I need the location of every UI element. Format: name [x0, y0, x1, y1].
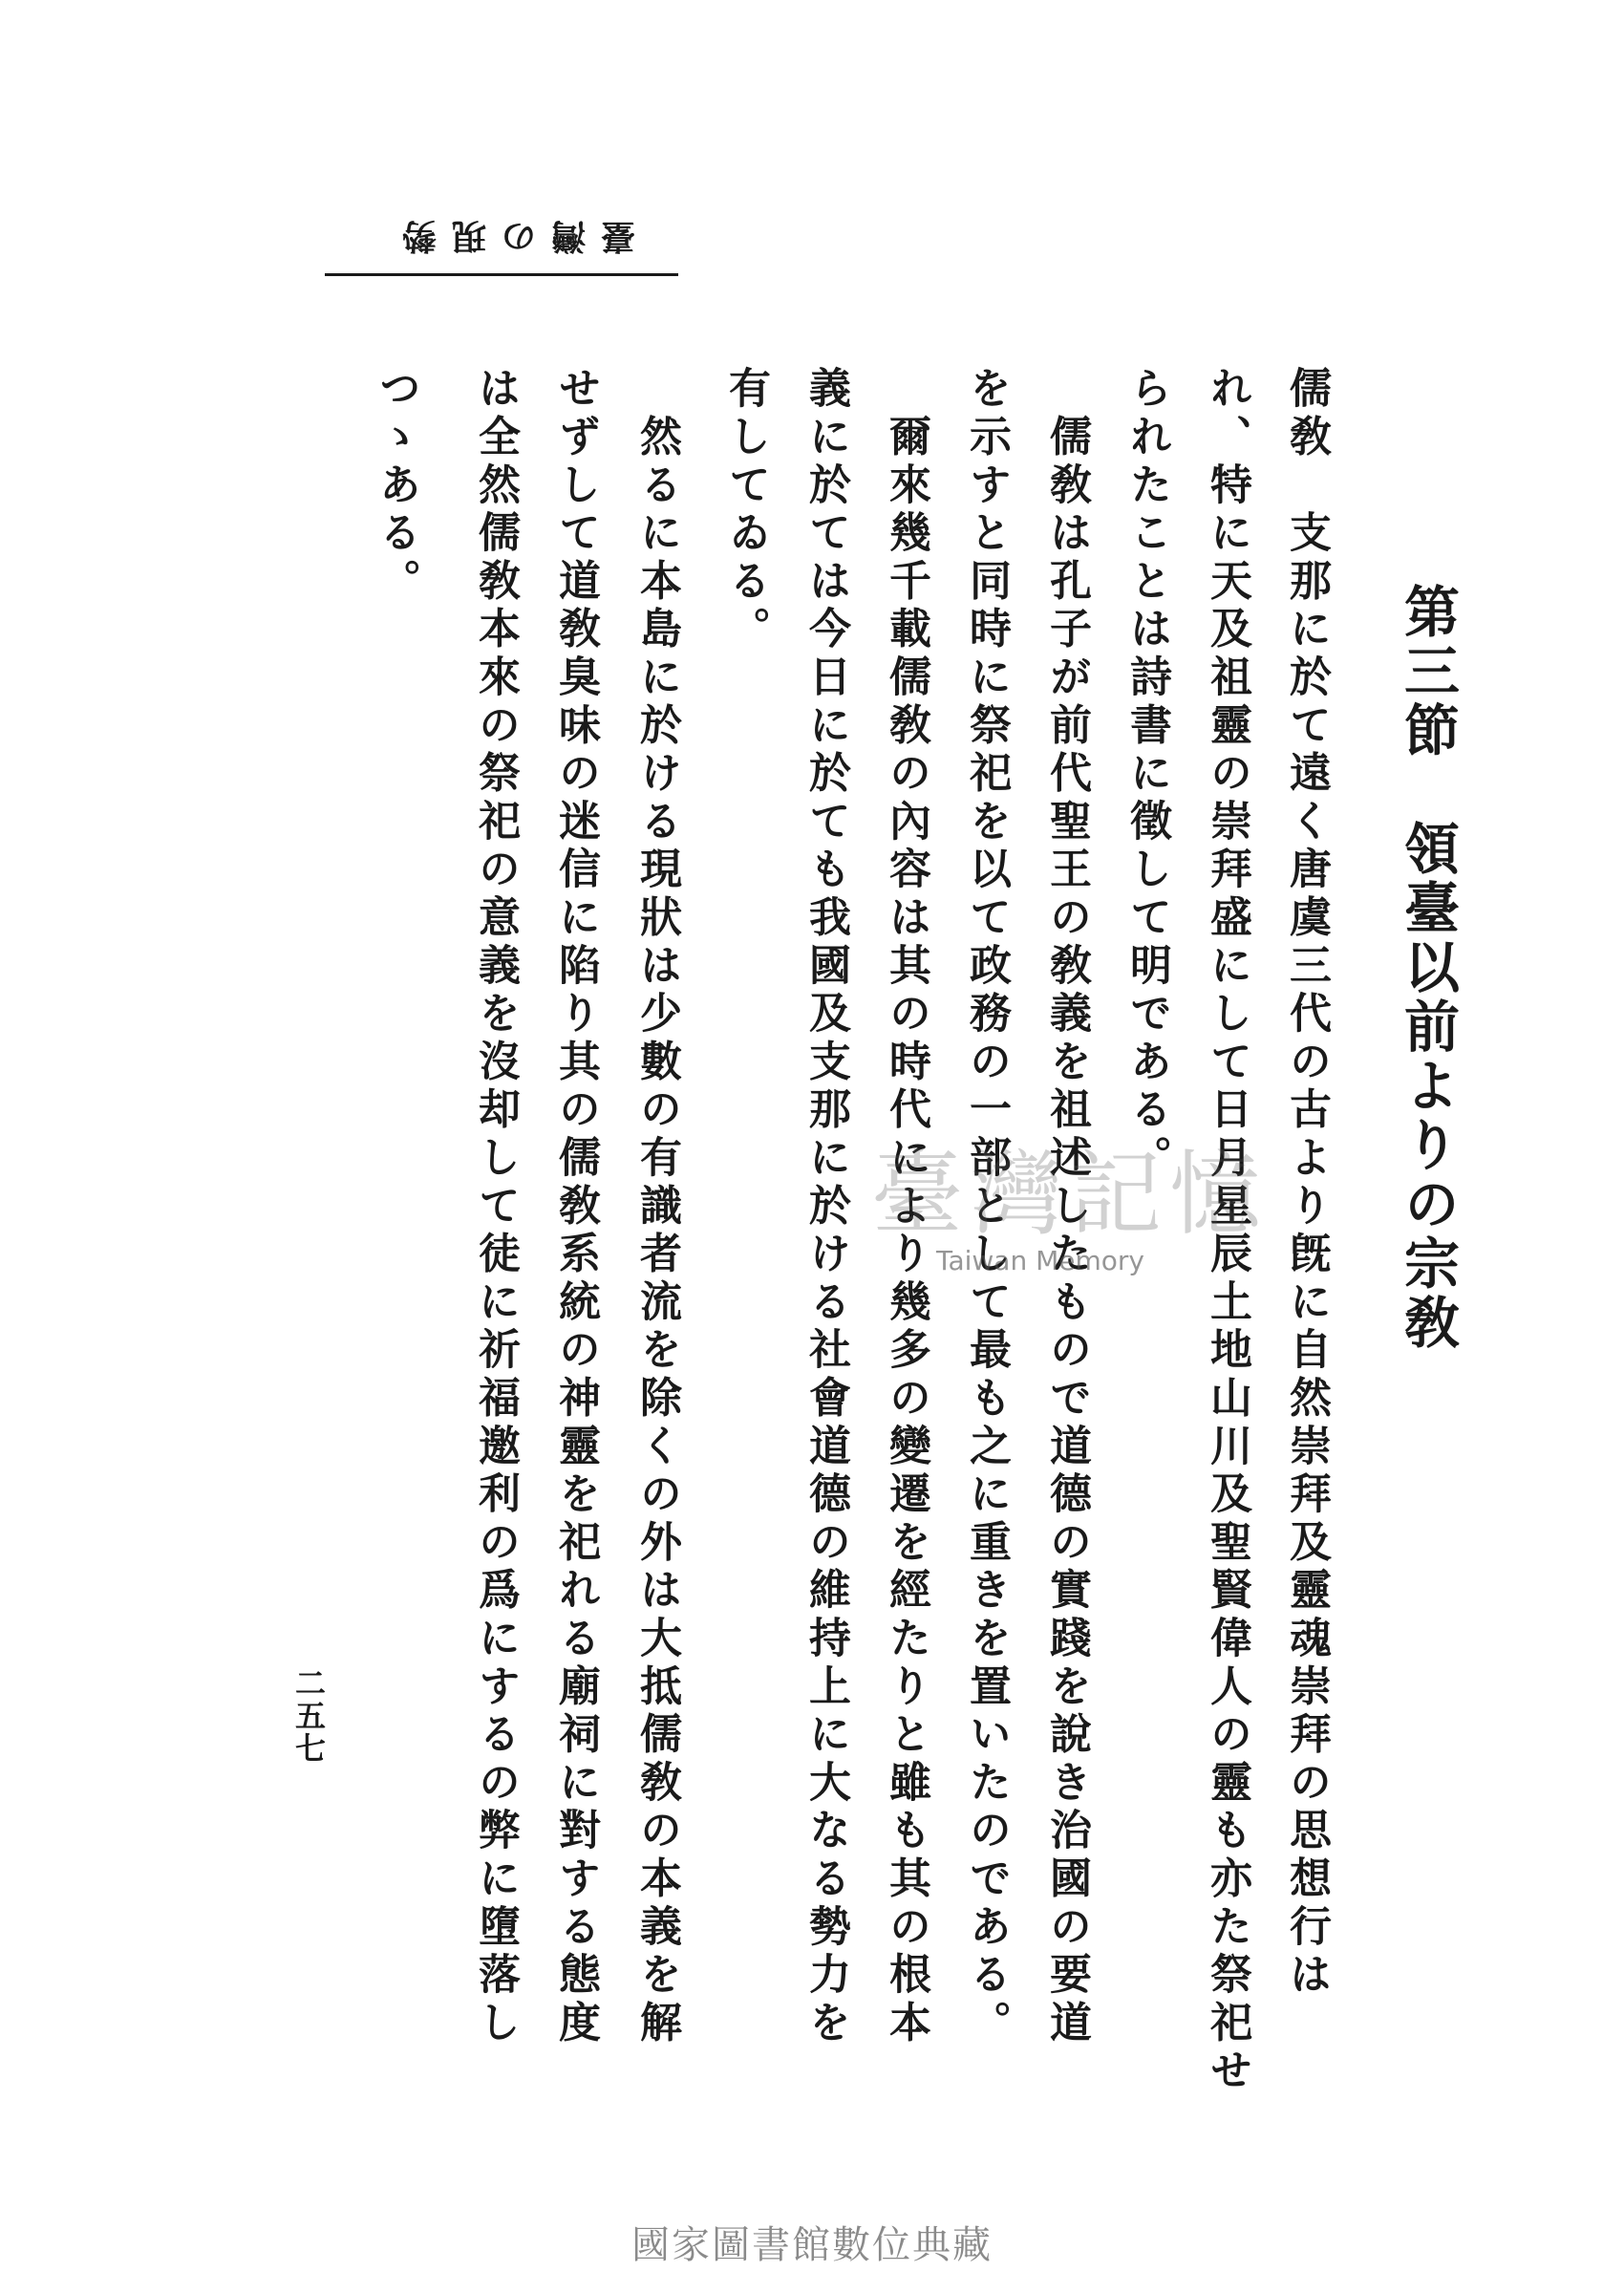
body-column-6: 爾來幾千載儒敎の內容は其の時代により幾多の變遷を經たりと雖も其の根本: [882, 366, 930, 2048]
running-header: 臺灣の現勢: [387, 216, 636, 256]
watermark-text: Taiwan Memory: [936, 1245, 1144, 1276]
body-column-5: を示すと同時に祭祀を以て政務の一部として最も之に重きを置いたのである。: [962, 366, 1011, 2048]
body-column-4: 儒敎は孔子が前代聖王の敎義を祖述したもので道德の實踐を說き治國の要道: [1042, 366, 1091, 2048]
body-column-7: 義に於ては今日に於ても我國及支那に於ける社會道德の維持上に大なる勢力を: [801, 366, 850, 2048]
page-number: 二五七: [290, 1667, 327, 1765]
footer-credit: 國家圖書館數位典藏: [631, 2223, 993, 2267]
section-title: 第三節 領臺以前よりの宗敎: [1395, 583, 1460, 1353]
taiwan-memory-watermark: [822, 1142, 1318, 1275]
body-column-2: れ、特に天及祖靈の崇拜盛にして日月星辰土地山川及聖賢偉人の靈も亦た祭祀せ: [1203, 366, 1251, 2096]
header-rule: [325, 273, 678, 276]
watermark-logo: 臺灣記憶: [871, 1141, 1269, 1248]
body-column-8: 有してゐる。: [721, 366, 770, 654]
body-column-11: は全然儒敎本來の祭祀の意義を沒却して徒に祈福邀利の爲にするの弊に墮落し: [471, 366, 520, 2048]
body-column-1: 儒敎 支那に於て遠く唐虞三代の古より旣に自然崇拜及靈魂崇拜の思想行は: [1282, 366, 1331, 2001]
body-column-3: られたことは詩書に徵して明である。: [1122, 366, 1171, 1184]
body-column-12: つゝある。: [372, 366, 420, 607]
body-column-9: 然るに本島に於ける現狀は少數の有識者流を除くの外は大抵儒敎の本義を解: [632, 366, 681, 2048]
body-column-10: せずして道敎臭味の迷信に陷り其の儒敎系統の神靈を祀れる廟祠に對する態度: [551, 366, 600, 2048]
